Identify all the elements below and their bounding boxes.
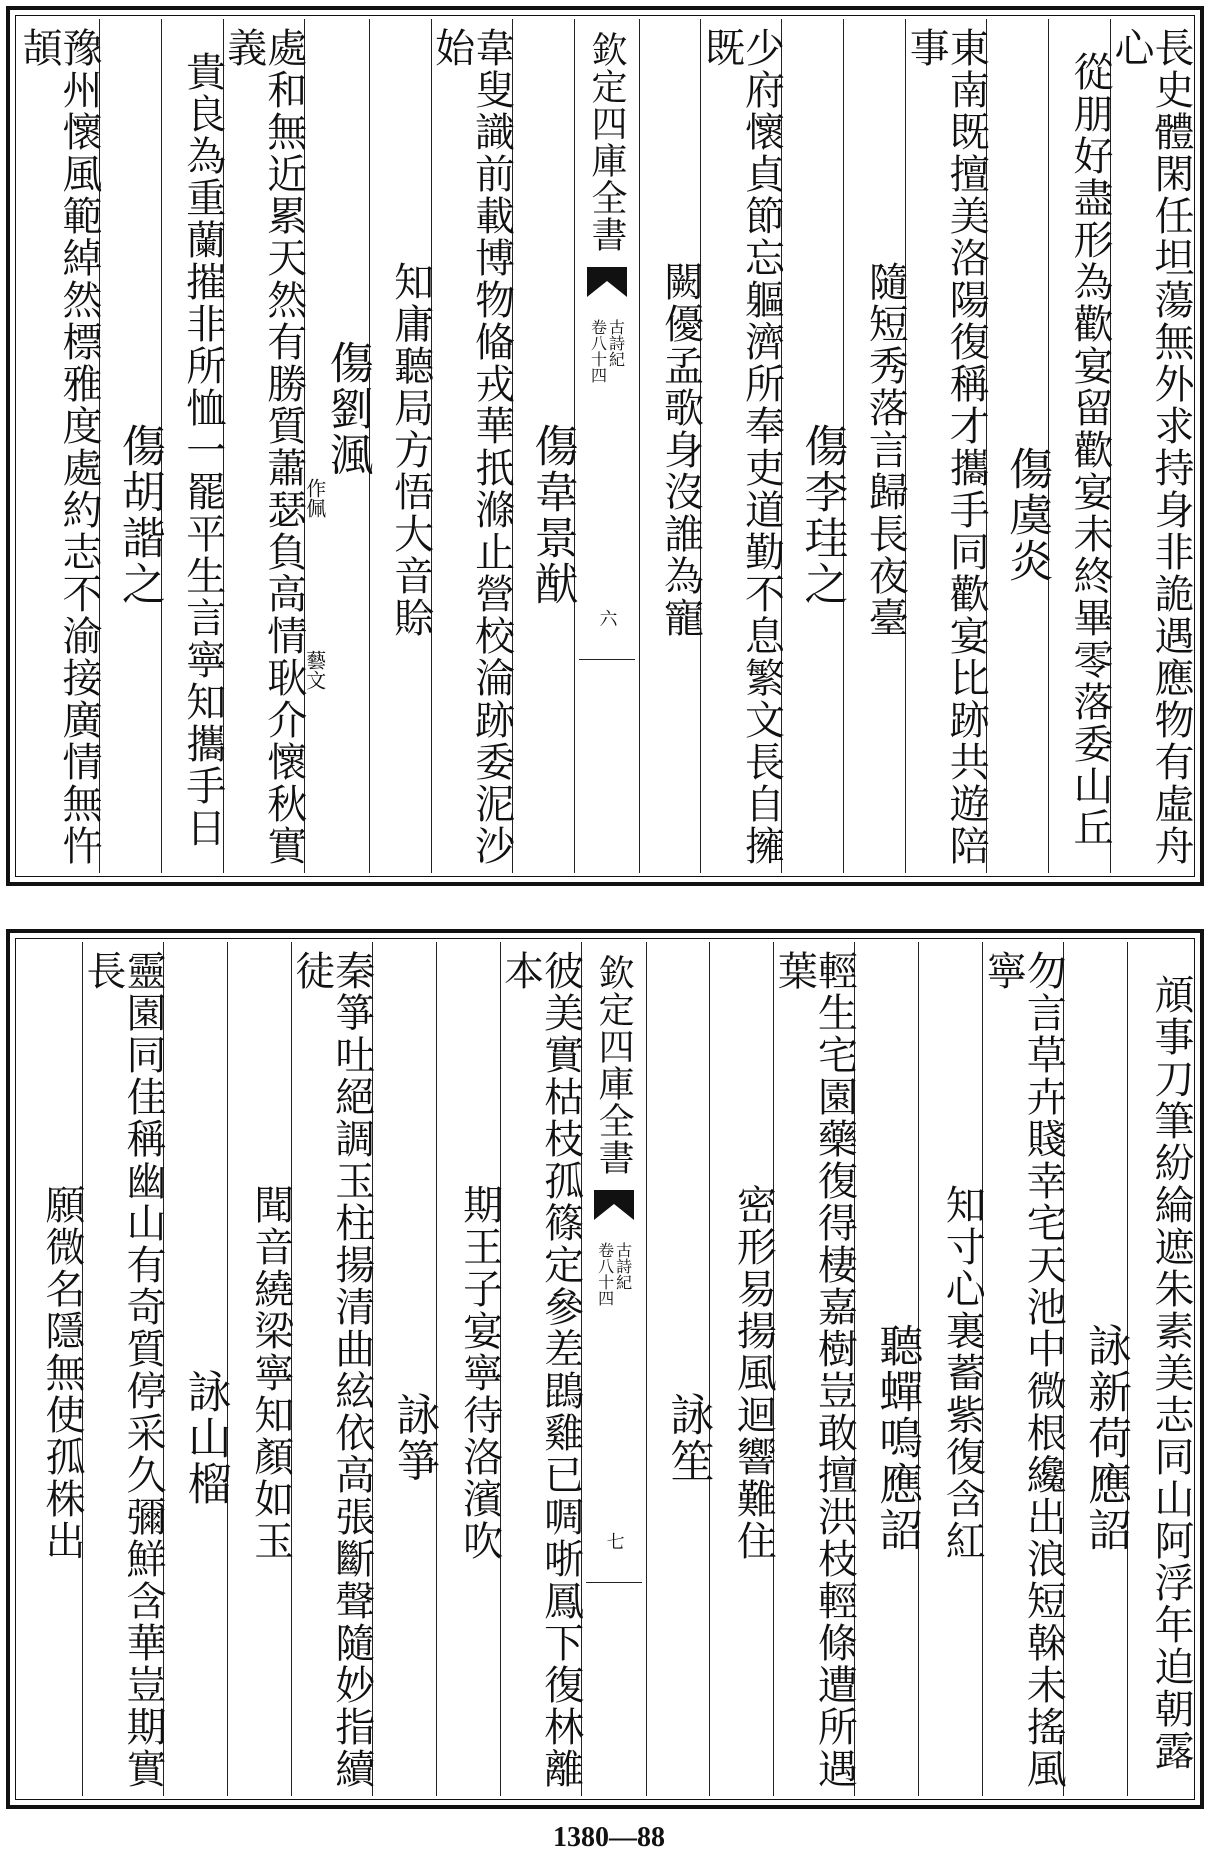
text-column: [1048, 19, 1113, 873]
verse-text: 闕優孟歌身沒誰為寵: [657, 261, 704, 639]
annotation-line: 作佩: [302, 478, 327, 518]
poem-title: 傷胡諧之: [113, 423, 165, 607]
verse-text: 密形易揚風迴響難住: [730, 1184, 777, 1562]
center-fold-column: [581, 942, 646, 1796]
text-column: [639, 19, 704, 873]
text-column: [220, 19, 307, 873]
text-column: [771, 942, 858, 1796]
poem-title-column: [302, 19, 373, 873]
text-column: [980, 942, 1067, 1796]
poem-title-column: [99, 19, 165, 873]
poem-title: 傷韋景猷: [526, 423, 578, 607]
bottom-columns: [19, 942, 1194, 1796]
text-column: [1108, 19, 1194, 873]
verse-text: 聞音繞梁寧知顏如玉: [247, 1184, 294, 1562]
text-column: [918, 942, 986, 1796]
verse-text: 知寸心裏蓄紫復含紅: [939, 1184, 986, 1562]
annotation-note: [302, 348, 327, 690]
text-column: [288, 942, 375, 1796]
poem-title: 詠山榴: [179, 1369, 231, 1507]
verse-text: 頏事刀筆紛綸遮朱素美志同山阿浮年迫朝露: [1148, 974, 1194, 1772]
collection-name: 古詩紀: [613, 1242, 633, 1290]
poem-title-column: [163, 942, 231, 1796]
verse-text: 東南既擅美洛陽復稱才攜手同歡宴比跡共遊陪事: [903, 27, 990, 867]
text-column: [1127, 942, 1194, 1796]
text-column: [15, 19, 102, 873]
text-column: [903, 19, 990, 873]
fishtail-mark-icon: [587, 267, 627, 301]
text-column: [843, 19, 909, 873]
poem-title-column: [986, 19, 1053, 873]
verse-text: 少府懷貞節忘軀濟所奉吏道勤不息繁文長自擁既: [698, 27, 785, 867]
page-footer-number: 1380—88: [553, 1822, 665, 1853]
annotation-line: 藝文: [302, 650, 327, 690]
verse-text: 貴良為重蘭摧非所恤一罷平生言寧知攜手日: [179, 51, 226, 849]
book-title: 欽定四庫全書: [586, 31, 628, 253]
verse-text: 願微名隱無使孤株出: [38, 1184, 85, 1562]
volume-number: 卷八十四: [588, 319, 608, 383]
verse-text: 長史體閑任坦蕩無外求持身非詭遇應物有虛舟心: [1108, 27, 1194, 867]
top-columns: [15, 19, 1194, 873]
poem-title: 傷虞炎: [1001, 446, 1053, 584]
verse-text: 豫州懷風範綽然標雅度處約志不渝接廣情無忤頡: [15, 27, 102, 867]
poem-title-column: [512, 19, 578, 873]
leaf-number: 六: [596, 609, 618, 627]
poem-title: 傷李珪之: [796, 423, 848, 607]
fold-rule: [579, 659, 635, 660]
verse-text: 輕生宅園藥復得棲嘉樹豈敢擅洪枝輕條遭所遇葉: [771, 950, 858, 1790]
text-column: [19, 942, 85, 1796]
verse-text: 靈園同佳稱幽山有奇質停采久彌鮮含華豈期實長: [79, 950, 166, 1790]
leaf-number: 七: [603, 1532, 625, 1550]
fishtail-mark-icon: [594, 1190, 634, 1224]
poem-title-column: [781, 19, 848, 873]
verse-text: 隨短秀落言歸長夜臺: [862, 261, 909, 639]
poem-title-column: [1063, 942, 1132, 1796]
verse-text: 秦箏吐絕調玉柱揚清曲絃依高張斷聲隨妙指續徒: [288, 950, 375, 1790]
text-column: [709, 942, 777, 1796]
poem-title-column: [854, 942, 923, 1796]
verse-text: 韋叟識前載博物偹戎華扺滌止營校淪跡委泥沙始: [428, 27, 515, 867]
bottom-page-panel: [6, 929, 1204, 1809]
poem-title: 傷劉渢 藝文 作佩: [302, 340, 373, 690]
poem-title: 詠箏: [388, 1392, 440, 1484]
poem-title-column: [372, 942, 440, 1796]
fold-rule: [586, 1582, 642, 1583]
poem-title: 詠新荷應詔: [1080, 1323, 1132, 1553]
text-column: [497, 942, 584, 1796]
verse-text: 勿言草卉賤幸宅天池中微根纔出浪短榦未搖風寧: [980, 950, 1067, 1790]
verse-text: 處和無近累天然有勝質蕭瑟負高情耿介懷秋實義: [220, 27, 307, 867]
verse-text: 知庸聽局方悟大音賒: [387, 261, 434, 639]
volume-label: [597, 1242, 631, 1306]
center-fold-column: [574, 19, 639, 873]
top-page-panel: [6, 6, 1204, 886]
text-column: [227, 942, 294, 1796]
volume-number: 卷八十四: [595, 1242, 615, 1306]
verse-text: 彼美實枯枝孤篠定參差鵾雞已啁哳鳳下復林離本: [497, 950, 584, 1790]
volume-label: [590, 319, 624, 383]
text-column: [428, 19, 515, 873]
poem-title-column: [646, 942, 714, 1796]
verse-text: 期王子宴寧待洛濱吹: [456, 1184, 503, 1562]
poem-title: 聽蟬鳴應詔: [871, 1323, 923, 1553]
text-column: [436, 942, 503, 1796]
text-column: [369, 19, 434, 873]
text-column: [698, 19, 785, 873]
verse-text: 從朋好盡形為歡宴留歡宴未終畢零落委山丘: [1067, 51, 1113, 849]
text-column: [161, 19, 226, 873]
collection-name: 古詩紀: [606, 319, 626, 367]
poem-title: 詠笙: [662, 1392, 714, 1484]
text-column: [79, 942, 166, 1796]
book-title: 欽定四庫全書: [593, 954, 635, 1176]
